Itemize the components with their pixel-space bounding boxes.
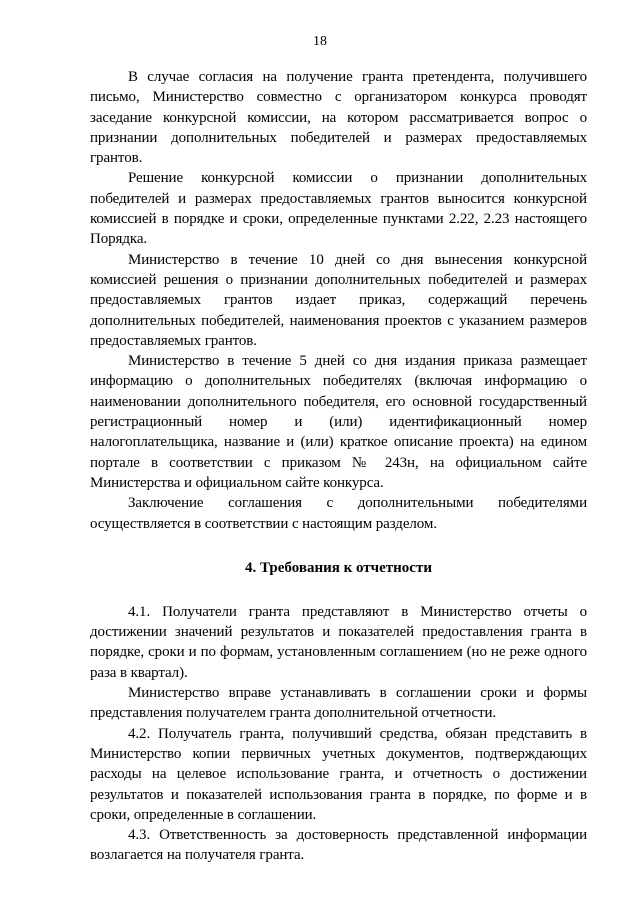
paragraph: Решение конкурсной комиссии о признании дополнительных победителей и размерах предоставляемых грантов выносится конкурсной комиссией в порядке и сроки, определенные пунктами 2.22, 2.23 настоящего Порядка. [90,170,587,248]
paragraph: Министерство в течение 5 дней со дня издания приказа размещает информацию о дополнительных победителях (включая информацию о наименовании дополнительного победителя, его основной государственный регистрационный номер и (или) идентификационный номер налогоплательщика, название и (или) краткое описание проекта) на едином портале в соответствии с приказом № 243н, на официальном сайте Министерства и официальном сайте конкурса. [90,353,587,491]
paragraph: 4.1. Получатели гранта представляют в Министерство отчеты о достижении значений результатов и показателей предоставления гранта в порядке, сроки и по формам, установленным соглашением (но не реже одного раза в квартал). [90,603,587,681]
paragraph: Министерство вправе устанавливать в соглашении сроки и формы представления получателем гранта дополнительной отчетности. [90,685,587,722]
document-body [90,67,587,866]
paragraph: Министерство в течение 10 дней со дня вынесения конкурсной комиссией решения о признании дополнительных победителей и размерах предоставляемых грантов издает приказ, содержащий перечень дополнительных победителей, наименования проектов с указанием размеров предоставляемых грантов. [90,251,587,349]
section-heading: 4. Требования к отчетности [245,559,432,576]
paragraph: Заключение соглашения с дополнительными победителями осуществляется в соответствии с настоящим разделом. [90,495,587,532]
paragraph: 4.3. Ответственность за достоверность представленной информации возлагается на получателя гранта. [90,827,587,864]
paragraph: В случае согласия на получение гранта претендента, получившего письмо, Министерство совместно с организатором конкурса проводят заседание конкурсной комиссии, на котором рассматривается вопрос о признании дополнительных победителей и размерах предоставляемых грантов. [90,69,587,167]
page-number: 18 [313,34,327,49]
paragraph: 4.2. Получатель гранта, получивший средства, обязан представить в Министерство копии первичных учетных документов, подтверждающих расходы на целевое использование гранта, и отчетность о достижении результатов и показателей использования гранта в порядке, по форме и в сроки, определенные в соглашении. [90,725,587,823]
